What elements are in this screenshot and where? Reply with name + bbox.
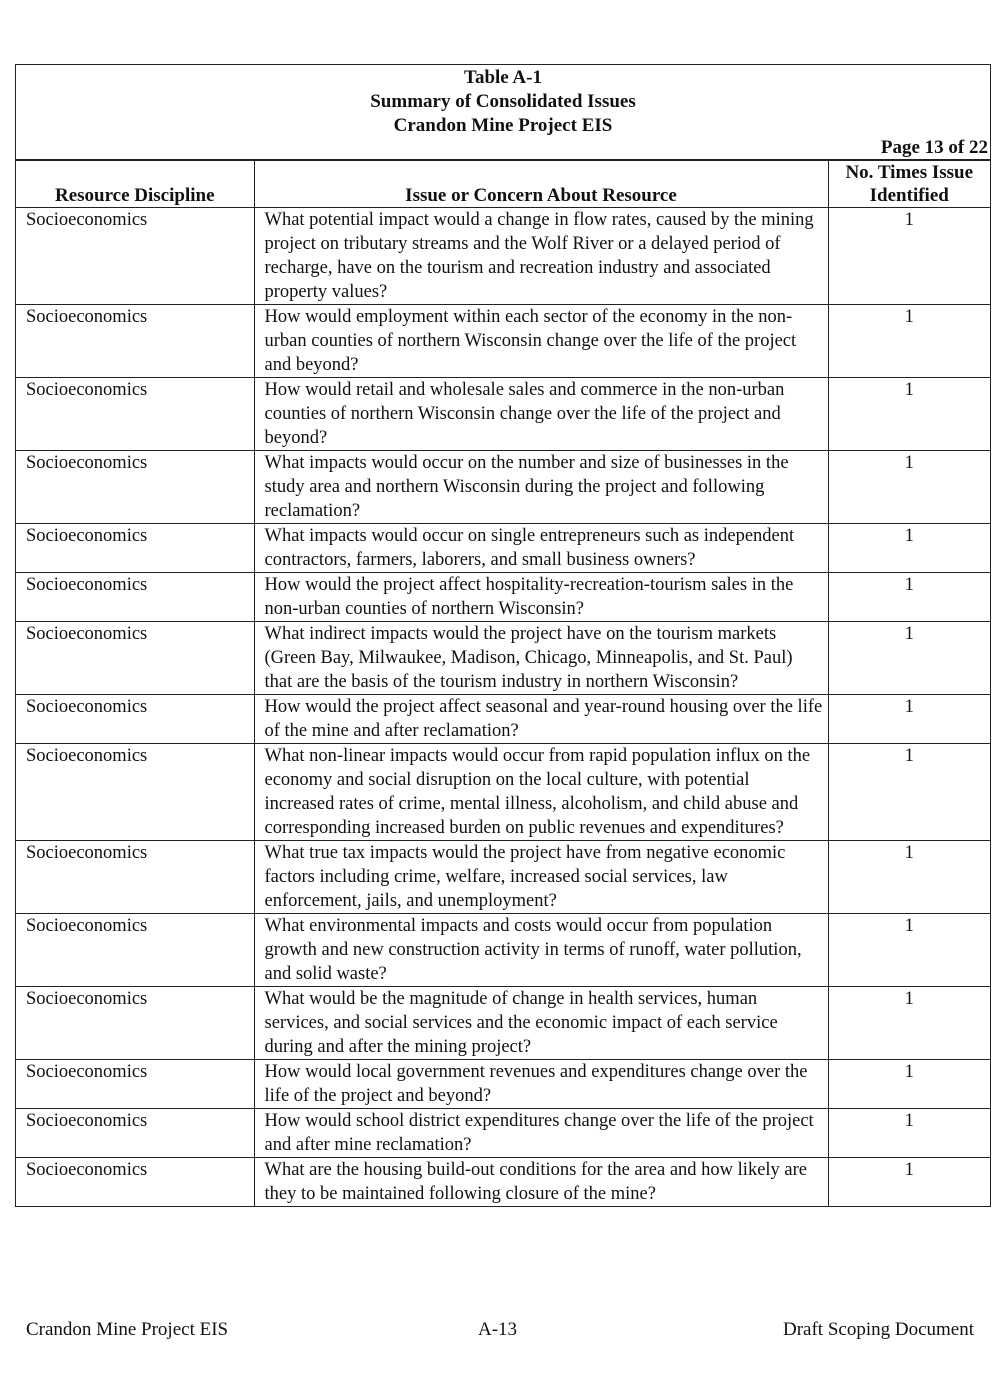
header-resource-discipline: Resource Discipline — [16, 161, 254, 208]
resource-cell: Socioeconomics — [16, 451, 254, 524]
table-row — [16, 1158, 990, 1207]
issue-cell: How would local government revenues and expenditures change over the life of the project and beyond? — [254, 1060, 828, 1109]
resource-cell: Socioeconomics — [16, 208, 254, 305]
table-row — [16, 1109, 990, 1158]
count-cell: 1 — [828, 987, 990, 1060]
footer-document-type: Draft Scoping Document — [782, 1319, 974, 1340]
count-cell: 1 — [828, 914, 990, 987]
issue-cell: How would employment within each sector of the economy in the non-urban counties of northern Wisconsin change over the life of the project and beyond? — [254, 305, 828, 378]
count-cell: 1 — [828, 695, 990, 744]
table-row — [16, 695, 990, 744]
table-frame — [15, 64, 991, 1207]
issue-cell: What impacts would occur on single entrepreneurs such as independent contractors, farmers, laborers, and small business owners? — [254, 524, 828, 573]
table-body — [16, 208, 990, 1207]
table-row — [16, 622, 990, 695]
page-footer — [26, 1318, 974, 1344]
count-cell: 1 — [828, 744, 990, 841]
issue-cell: What potential impact would a change in flow rates, caused by the mining project on tributary streams and the Wolf River or a delayed period of recharge, have on the tourism and recreation industry and associated property values? — [254, 208, 828, 305]
resource-cell: Socioeconomics — [16, 305, 254, 378]
table-row — [16, 1060, 990, 1109]
count-cell: 1 — [828, 841, 990, 914]
header-times-identified: No. Times Issue Identified — [828, 161, 990, 208]
table-row — [16, 524, 990, 573]
resource-cell: Socioeconomics — [16, 914, 254, 987]
resource-cell: Socioeconomics — [16, 1109, 254, 1158]
count-cell: 1 — [828, 1158, 990, 1207]
table-title-line-1: Table A-1 — [464, 67, 542, 88]
table-row — [16, 208, 990, 305]
table-header-row — [16, 161, 990, 208]
count-cell: 1 — [828, 208, 990, 305]
table-title-line-3: Crandon Mine Project EIS — [393, 115, 613, 136]
page-number-label: Page 13 of 22 — [880, 137, 988, 158]
count-cell: 1 — [828, 573, 990, 622]
table-row — [16, 305, 990, 378]
count-cell: 1 — [828, 305, 990, 378]
table-title-line-2: Summary of Consolidated Issues — [370, 91, 636, 112]
issue-cell: How would school district expenditures change over the life of the project and after mine reclamation? — [254, 1109, 828, 1158]
resource-cell: Socioeconomics — [16, 622, 254, 695]
resource-cell: Socioeconomics — [16, 378, 254, 451]
resource-cell: Socioeconomics — [16, 573, 254, 622]
table-row — [16, 841, 990, 914]
issue-cell: How would the project affect hospitality-recreation-tourism sales in the non-urban counties of northern Wisconsin? — [254, 573, 828, 622]
resource-cell: Socioeconomics — [16, 744, 254, 841]
resource-cell: Socioeconomics — [16, 695, 254, 744]
resource-cell: Socioeconomics — [16, 1158, 254, 1207]
issue-cell: What would be the magnitude of change in health services, human services, and social services and the economic impact of each service during and after the mining project? — [254, 987, 828, 1060]
resource-cell: Socioeconomics — [16, 987, 254, 1060]
count-cell: 1 — [828, 1109, 990, 1158]
table-title-block — [16, 65, 990, 161]
resource-cell: Socioeconomics — [16, 524, 254, 573]
count-cell: 1 — [828, 1060, 990, 1109]
issue-cell: How would retail and wholesale sales and commerce in the non-urban counties of northern Wisconsin change over the life of the project and beyond? — [254, 378, 828, 451]
footer-project-name: Crandon Mine Project EIS — [26, 1319, 229, 1340]
issue-cell: What true tax impacts would the project have from negative economic factors including crime, welfare, increased social services, law enforcement, jails, and unemployment? — [254, 841, 828, 914]
issue-cell: What are the housing build-out conditions for the area and how likely are they to be maintained following closure of the mine? — [254, 1158, 828, 1207]
resource-cell: Socioeconomics — [16, 1060, 254, 1109]
issues-table — [16, 161, 990, 1207]
issue-cell: What environmental impacts and costs would occur from population growth and new construction activity in terms of runoff, water pollution, and solid waste? — [254, 914, 828, 987]
table-row — [16, 451, 990, 524]
table-row — [16, 378, 990, 451]
table-row — [16, 914, 990, 987]
issue-cell: What indirect impacts would the project have on the tourism markets (Green Bay, Milwaukee, Madison, Chicago, Minneapolis, and St. Paul) that are the basis of the tourism industry in northern Wisconsin? — [254, 622, 828, 695]
header-issue-or-concern: Issue or Concern About Resource — [254, 161, 828, 208]
count-cell: 1 — [828, 451, 990, 524]
issue-cell: How would the project affect seasonal and year-round housing over the life of the mine and after reclamation? — [254, 695, 828, 744]
footer-page-number: A-13 — [478, 1319, 518, 1340]
table-title — [16, 65, 990, 138]
resource-cell: Socioeconomics — [16, 841, 254, 914]
table-row — [16, 573, 990, 622]
table-row — [16, 744, 990, 841]
table-row — [16, 987, 990, 1060]
count-cell: 1 — [828, 622, 990, 695]
count-cell: 1 — [828, 378, 990, 451]
issue-cell: What non-linear impacts would occur from rapid population influx on the economy and social disruption on the local culture, with potential increased rates of crime, mental illness, alcoholism, and child abuse and corresponding increased burden on public revenues and expenditures? — [254, 744, 828, 841]
count-cell: 1 — [828, 524, 990, 573]
issue-cell: What impacts would occur on the number and size of businesses in the study area and northern Wisconsin during the project and following reclamation? — [254, 451, 828, 524]
